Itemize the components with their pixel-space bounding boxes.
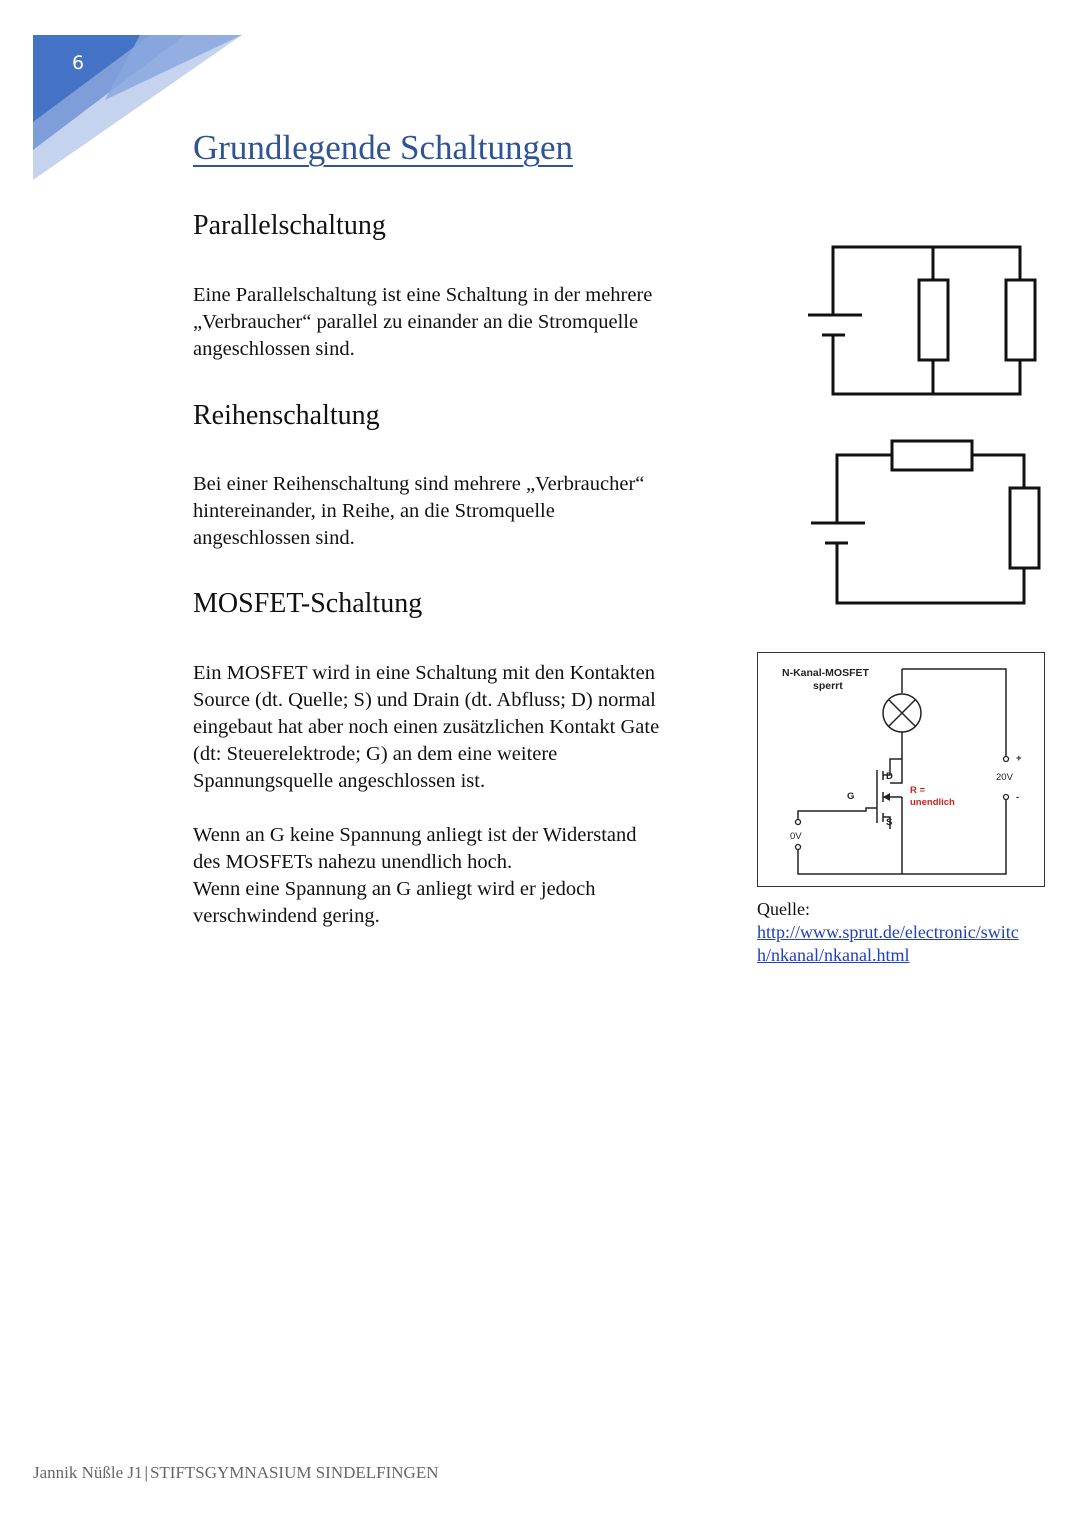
corner-decoration xyxy=(0,0,260,200)
footer xyxy=(33,1463,439,1483)
footer-school: STIFTSGYMNASIUM SINDELFINGEN xyxy=(149,1463,439,1482)
label-0v: 0V xyxy=(790,831,802,842)
text-line: (dt: Steuerelektrode; G) an dem eine weitere xyxy=(193,743,558,765)
page-number: 6 xyxy=(71,52,85,74)
label-minus: - xyxy=(1016,792,1020,803)
label-plus: + xyxy=(1016,753,1022,764)
diagram-title-line1: N-Kanal-MOSFET xyxy=(782,667,869,679)
source-link[interactable] xyxy=(757,922,1019,965)
label-resistance: R = xyxy=(910,785,926,796)
source-link-line[interactable]: http://www.sprut.de/electronic/switc xyxy=(757,922,1019,942)
label-source: S xyxy=(886,817,893,828)
diagram-title-line2: sperrt xyxy=(813,680,843,692)
text-line: Source (dt. Quelle; S) und Drain (dt. Abfluss; D) normal xyxy=(193,689,656,711)
heading-reihenschaltung: Reihenschaltung xyxy=(193,400,380,431)
text-line: Eine Parallelschaltung ist eine Schaltung in der mehrere xyxy=(193,284,653,306)
paragraph-mosfet-intro xyxy=(193,660,703,795)
text-line: Wenn an G keine Spannung anliegt ist der Widerstand xyxy=(193,824,637,846)
paragraph-mosfet-resistance xyxy=(193,822,703,930)
label-gate: G xyxy=(847,791,855,802)
paragraph-reihenschaltung xyxy=(193,471,703,552)
source-note xyxy=(757,898,1047,967)
footer-author: Jannik Nüßle J1 xyxy=(33,1463,143,1482)
heading-mosfet-schaltung: MOSFET-Schaltung xyxy=(193,588,423,619)
text-line: eingebaut hat aber noch einen zusätzlichen Kontakt Gate xyxy=(193,716,660,738)
label-20v: 20V xyxy=(996,772,1013,783)
heading-parallelschaltung: Parallelschaltung xyxy=(193,210,386,241)
text-line: hintereinander, in Reihe, an die Stromquelle xyxy=(193,500,555,522)
mosfet-circuit-diagram xyxy=(758,653,1044,886)
mosfet-diagram-frame xyxy=(757,652,1045,887)
page-title: Grundlegende Schaltungen xyxy=(193,128,574,167)
text-line: Ein MOSFET wird in eine Schaltung mit den Kontakten xyxy=(193,662,655,684)
source-link-line[interactable]: h/nkanal/nkanal.html xyxy=(757,945,910,965)
paragraph-parallelschaltung xyxy=(193,282,703,363)
label-resistance-value: unendlich xyxy=(910,797,955,808)
source-label: Quelle: xyxy=(757,899,810,919)
text-line: angeschlossen sind. xyxy=(193,527,355,549)
parallel-circuit-diagram xyxy=(800,240,1050,405)
footer-separator: | xyxy=(144,1463,148,1482)
text-line: verschwindend gering. xyxy=(193,905,380,927)
text-line: des MOSFETs nahezu unendlich hoch. xyxy=(193,851,513,873)
text-line: „Verbraucher“ parallel zu einander an die Stromquelle xyxy=(193,311,639,333)
label-drain: D xyxy=(886,771,893,782)
text-line: angeschlossen sind. xyxy=(193,338,355,360)
text-line: Wenn eine Spannung an G anliegt wird er jedoch xyxy=(193,878,596,900)
text-line: Bei einer Reihenschaltung sind mehrere „Verbraucher“ xyxy=(193,473,645,495)
text-line: Spannungsquelle angeschlossen ist. xyxy=(193,770,486,792)
series-circuit-diagram xyxy=(800,430,1050,610)
